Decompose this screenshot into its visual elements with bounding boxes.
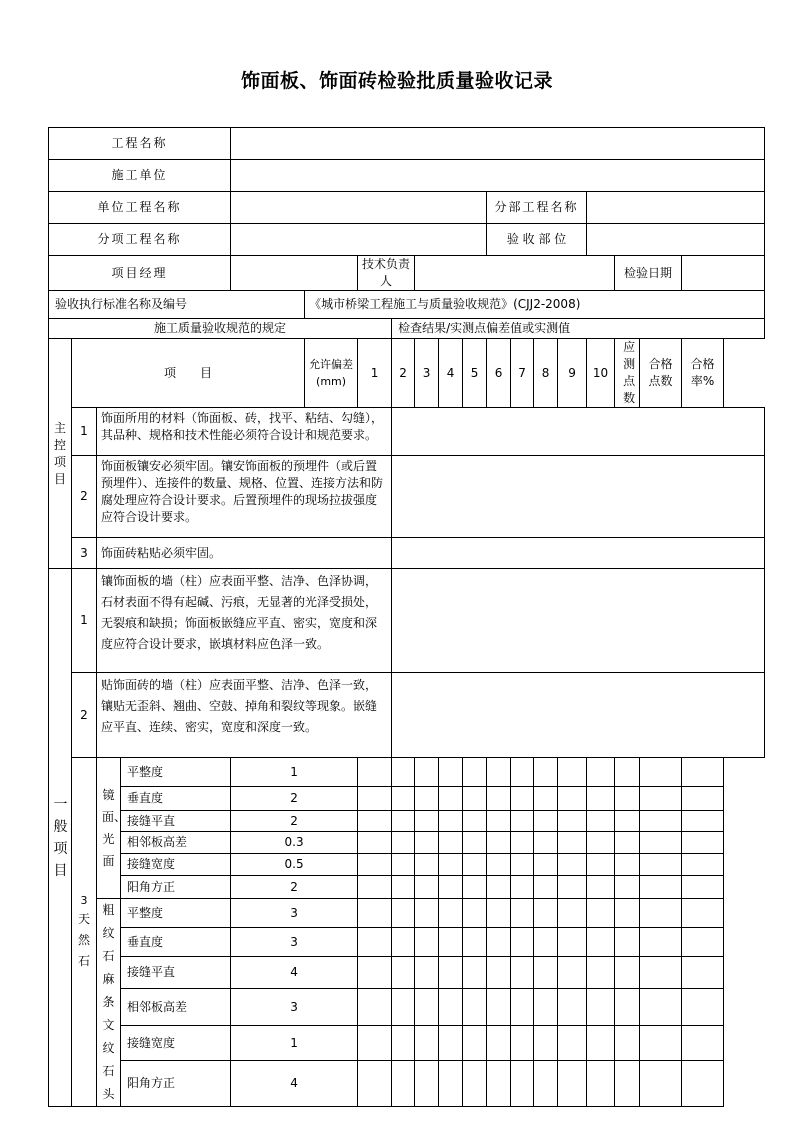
project-name-value[interactable] xyxy=(231,128,765,160)
measure-cell[interactable] xyxy=(534,758,558,787)
measure-cell[interactable] xyxy=(487,832,511,854)
measure-cell[interactable] xyxy=(358,989,392,1026)
measure-cell[interactable] xyxy=(392,928,415,956)
measure-cell[interactable] xyxy=(392,854,415,876)
point-7: 7 xyxy=(511,339,534,408)
main-item-text: 饰面砖粘贴必须牢固。 xyxy=(97,538,392,569)
measure-cell[interactable] xyxy=(487,899,511,928)
acceptance-part-value[interactable] xyxy=(587,224,765,256)
measure-cell[interactable] xyxy=(358,928,392,956)
measure-cell[interactable] xyxy=(358,1061,392,1107)
row-contractor xyxy=(49,160,765,192)
measure-cell[interactable] xyxy=(415,956,439,989)
measure-cell[interactable] xyxy=(682,899,724,928)
measure-cell[interactable] xyxy=(439,876,463,899)
measure-cell[interactable] xyxy=(587,1061,615,1107)
measure-cell[interactable] xyxy=(358,956,392,989)
measure-name: 相邻板高差 xyxy=(121,832,231,854)
measure-cell[interactable] xyxy=(439,989,463,1026)
measure-name: 垂直度 xyxy=(121,787,231,811)
measure-cell[interactable] xyxy=(463,787,487,811)
measure-cell[interactable] xyxy=(558,956,587,989)
measure-cell[interactable] xyxy=(358,854,392,876)
measure-cell[interactable] xyxy=(534,832,558,854)
general-item-row xyxy=(49,569,765,673)
measure-cell[interactable] xyxy=(392,787,415,811)
measure-cell[interactable] xyxy=(682,811,724,832)
measure-cell[interactable] xyxy=(487,989,511,1026)
main-item-row xyxy=(49,538,765,569)
measure-cell[interactable] xyxy=(640,989,682,1026)
measure-tolerance: 4 xyxy=(231,956,358,989)
unit-project-label: 单位工程名称 xyxy=(49,192,231,224)
measure-cell[interactable] xyxy=(487,758,511,787)
measure-cell[interactable] xyxy=(415,1061,439,1107)
measure-cell[interactable] xyxy=(682,1061,724,1107)
measure-row xyxy=(49,1026,765,1061)
measure-cell[interactable] xyxy=(534,989,558,1026)
measure-cell[interactable] xyxy=(463,899,487,928)
measure-cell[interactable] xyxy=(558,854,587,876)
measure-tolerance: 2 xyxy=(231,811,358,832)
point-10: 10 xyxy=(587,339,615,408)
measure-cell[interactable] xyxy=(587,854,615,876)
stone-label: 天然石 xyxy=(77,912,90,968)
measure-row xyxy=(49,928,765,956)
measure-cell[interactable] xyxy=(640,928,682,956)
general-item-result[interactable] xyxy=(392,673,765,758)
measure-cell[interactable] xyxy=(392,989,415,1026)
measure-cell[interactable] xyxy=(487,787,511,811)
measure-row xyxy=(49,854,765,876)
measure-cell[interactable] xyxy=(487,1026,511,1061)
measure-cell[interactable] xyxy=(534,811,558,832)
measure-cell[interactable] xyxy=(534,876,558,899)
measure-cell[interactable] xyxy=(615,876,640,899)
measure-cell[interactable] xyxy=(511,758,534,787)
tech-lead-value[interactable] xyxy=(415,256,615,291)
item-project-label: 分项工程名称 xyxy=(49,224,231,256)
measure-cell[interactable] xyxy=(587,1026,615,1061)
measure-row xyxy=(49,899,765,928)
measure-row xyxy=(49,989,765,1026)
measure-cell[interactable] xyxy=(511,1026,534,1061)
measure-cell[interactable] xyxy=(640,811,682,832)
measure-cell[interactable] xyxy=(463,811,487,832)
measure-cell[interactable] xyxy=(640,787,682,811)
row-item-project xyxy=(49,224,765,256)
acceptance-part-label: 验 收 部 位 xyxy=(487,224,587,256)
measure-cell[interactable] xyxy=(682,1026,724,1061)
measure-cell[interactable] xyxy=(682,956,724,989)
measure-cell[interactable] xyxy=(463,876,487,899)
measure-cell[interactable] xyxy=(587,787,615,811)
measure-cell[interactable] xyxy=(615,832,640,854)
measure-tolerance: 1 xyxy=(231,758,358,787)
measure-cell[interactable] xyxy=(392,811,415,832)
measure-cell[interactable] xyxy=(358,758,392,787)
main-item-text: 饰面板镶安必须牢固。镶安饰面板的预埋件（或后置预埋件）、连接件的数量、规格、位置、连接方法和防腐处理应符合设计要求。后置预埋件的现场拉拔强度应符合设计要求。 xyxy=(97,456,392,538)
measure-cell[interactable] xyxy=(439,787,463,811)
measure-cell[interactable] xyxy=(511,899,534,928)
main-item-result[interactable] xyxy=(392,456,765,538)
measure-cell[interactable] xyxy=(392,956,415,989)
measure-cell[interactable] xyxy=(640,876,682,899)
measure-cell[interactable] xyxy=(534,956,558,989)
measure-row xyxy=(49,832,765,854)
measure-cell[interactable] xyxy=(558,928,587,956)
measure-cell[interactable] xyxy=(511,811,534,832)
item-header: 项 目 xyxy=(72,339,305,408)
measure-cell[interactable] xyxy=(615,1026,640,1061)
item-project-value[interactable] xyxy=(231,224,487,256)
measure-row xyxy=(49,876,765,899)
measure-cell[interactable] xyxy=(615,899,640,928)
measure-cell[interactable] xyxy=(358,832,392,854)
measure-name: 平整度 xyxy=(121,758,231,787)
measure-cell[interactable] xyxy=(439,1026,463,1061)
general-item-no: 1 xyxy=(72,569,97,673)
measure-name: 接缝宽度 xyxy=(121,1026,231,1061)
measure-cell[interactable] xyxy=(415,1026,439,1061)
measure-cell[interactable] xyxy=(463,1026,487,1061)
stone-no: 3 xyxy=(80,894,88,907)
pass-points-header: 合格点数 xyxy=(640,339,682,408)
spec-header: 施工质量验收规范的规定 xyxy=(49,319,392,339)
polished-label xyxy=(97,758,127,899)
measure-cell[interactable] xyxy=(640,854,682,876)
standard-value: 《城市桥梁工程施工与质量验收规范》(CJJ2-2008) xyxy=(305,291,765,319)
measure-cell[interactable] xyxy=(640,1061,682,1107)
measure-cell[interactable] xyxy=(558,758,587,787)
measure-cell[interactable] xyxy=(615,854,640,876)
measure-cell[interactable] xyxy=(587,928,615,956)
measure-cell[interactable] xyxy=(439,758,463,787)
main-item-row xyxy=(49,408,765,456)
main-item-row xyxy=(49,456,765,538)
measure-cell[interactable] xyxy=(463,928,487,956)
measure-tolerance: 2 xyxy=(231,876,358,899)
measure-cell[interactable] xyxy=(439,1061,463,1107)
tech-lead-label: 技术负责人 xyxy=(358,256,415,291)
main-control-text: 主控项目 xyxy=(53,420,66,486)
main-item-no: 2 xyxy=(72,456,97,538)
measure-cell[interactable] xyxy=(558,811,587,832)
row-standard xyxy=(49,291,765,319)
measure-cell[interactable] xyxy=(439,832,463,854)
row-spec-header xyxy=(49,319,765,339)
measure-cell[interactable] xyxy=(682,832,724,854)
inspect-date-value[interactable] xyxy=(682,256,765,291)
measure-cell[interactable] xyxy=(463,1061,487,1107)
measure-cell[interactable] xyxy=(682,787,724,811)
measure-name: 平整度 xyxy=(121,899,231,928)
row-manager xyxy=(49,256,765,291)
point-1: 1 xyxy=(358,339,392,408)
should-check-header: 应测点数 xyxy=(615,339,640,408)
measure-tolerance: 0.5 xyxy=(231,854,358,876)
measure-tolerance: 2 xyxy=(231,787,358,811)
measure-name: 阳角方正 xyxy=(121,876,231,899)
measure-cell[interactable] xyxy=(415,876,439,899)
measure-cell[interactable] xyxy=(640,758,682,787)
measure-name: 阳角方正 xyxy=(121,1061,231,1107)
measure-cell[interactable] xyxy=(463,989,487,1026)
general-item-text: 镶饰面板的墙（柱）应表面平整、洁净、色泽协调，石材表面不得有起碱、污痕，无显著的光泽受损处，无裂痕和缺损；饰面板嵌缝应平直、密实，宽度和深度应符合设计要求，嵌填材料应色泽一致。 xyxy=(97,569,392,673)
measure-cell[interactable] xyxy=(682,876,724,899)
measure-cell[interactable] xyxy=(463,832,487,854)
measure-cell[interactable] xyxy=(415,758,439,787)
measure-cell[interactable] xyxy=(511,989,534,1026)
point-6: 6 xyxy=(487,339,511,408)
measure-cell[interactable] xyxy=(415,899,439,928)
measure-cell[interactable] xyxy=(511,854,534,876)
point-4: 4 xyxy=(439,339,463,408)
measure-cell[interactable] xyxy=(415,832,439,854)
measure-cell[interactable] xyxy=(640,832,682,854)
measure-cell[interactable] xyxy=(358,899,392,928)
document-title: 饰面板、饰面砖检验批质量验收记录 xyxy=(240,70,553,92)
measure-name: 接缝平直 xyxy=(121,956,231,989)
measure-cell[interactable] xyxy=(587,811,615,832)
measure-cell[interactable] xyxy=(439,854,463,876)
point-2: 2 xyxy=(392,339,415,408)
measure-cell[interactable] xyxy=(358,787,392,811)
tolerance-header: 允许偏差(mm) xyxy=(305,339,358,408)
measure-name: 接缝平直 xyxy=(121,811,231,832)
stone-group xyxy=(72,758,97,1107)
measure-cell[interactable] xyxy=(358,1026,392,1061)
measure-cell[interactable] xyxy=(558,899,587,928)
measure-cell[interactable] xyxy=(558,787,587,811)
measure-cell[interactable] xyxy=(640,899,682,928)
measure-cell[interactable] xyxy=(534,928,558,956)
measure-cell[interactable] xyxy=(487,956,511,989)
contractor-label: 施工单位 xyxy=(49,160,231,192)
measure-cell[interactable] xyxy=(415,787,439,811)
measure-cell[interactable] xyxy=(439,928,463,956)
row-unit-project xyxy=(49,192,765,224)
measure-cell[interactable] xyxy=(487,1061,511,1107)
measure-cell[interactable] xyxy=(511,832,534,854)
measure-cell[interactable] xyxy=(558,1061,587,1107)
measure-cell[interactable] xyxy=(640,1026,682,1061)
general-label xyxy=(49,569,72,1107)
measure-cell[interactable] xyxy=(392,758,415,787)
measure-cell[interactable] xyxy=(392,832,415,854)
measure-cell[interactable] xyxy=(587,876,615,899)
measure-cell[interactable] xyxy=(640,956,682,989)
point-5: 5 xyxy=(463,339,487,408)
inspection-form-table xyxy=(48,127,765,1107)
measure-row xyxy=(49,758,765,787)
measure-cell[interactable] xyxy=(392,899,415,928)
measure-tolerance: 0.3 xyxy=(231,832,358,854)
contractor-value[interactable] xyxy=(231,160,765,192)
main-item-result[interactable] xyxy=(392,538,765,569)
measure-cell[interactable] xyxy=(682,989,724,1026)
measure-cell[interactable] xyxy=(392,1061,415,1107)
measure-name: 相邻板高差 xyxy=(121,989,231,1026)
measure-cell[interactable] xyxy=(558,1026,587,1061)
measure-cell[interactable] xyxy=(392,876,415,899)
measure-cell[interactable] xyxy=(558,989,587,1026)
measure-cell[interactable] xyxy=(415,811,439,832)
manager-label: 项目经理 xyxy=(49,256,231,291)
measure-tolerance: 3 xyxy=(231,899,358,928)
measure-cell[interactable] xyxy=(511,876,534,899)
measure-cell[interactable] xyxy=(439,811,463,832)
manager-value[interactable] xyxy=(231,256,358,291)
measure-cell[interactable] xyxy=(534,854,558,876)
measure-cell[interactable] xyxy=(439,899,463,928)
measure-tolerance: 3 xyxy=(231,989,358,1026)
point-3: 3 xyxy=(415,339,439,408)
project-name-label: 工程名称 xyxy=(49,128,231,160)
measure-name: 垂直度 xyxy=(121,928,231,956)
measure-cell[interactable] xyxy=(615,928,640,956)
measure-cell[interactable] xyxy=(615,989,640,1026)
measure-cell[interactable] xyxy=(358,876,392,899)
measure-tolerance: 3 xyxy=(231,928,358,956)
measure-cell[interactable] xyxy=(511,928,534,956)
measure-cell[interactable] xyxy=(511,1061,534,1107)
measure-cell[interactable] xyxy=(415,854,439,876)
unit-project-value[interactable] xyxy=(231,192,487,224)
main-item-text: 饰面所用的材料（饰面板、砖，找平、粘结、勾缝），其品种、规格和技术性能必须符合设计和规范要求。 xyxy=(97,408,392,456)
point-8: 8 xyxy=(534,339,558,408)
results-header: 检查结果/实测点偏差值或实测值 xyxy=(392,319,765,339)
main-item-no: 3 xyxy=(72,538,97,569)
measure-cell[interactable] xyxy=(587,899,615,928)
main-control-label xyxy=(49,339,72,569)
measure-cell[interactable] xyxy=(463,758,487,787)
measure-row xyxy=(49,1061,765,1107)
measure-cell[interactable] xyxy=(534,787,558,811)
measure-cell[interactable] xyxy=(392,1026,415,1061)
measure-cell[interactable] xyxy=(558,876,587,899)
general-item-result[interactable] xyxy=(392,569,765,673)
measure-cell[interactable] xyxy=(487,928,511,956)
pass-rate-header: 合格率% xyxy=(682,339,724,408)
measure-cell[interactable] xyxy=(587,989,615,1026)
measure-cell[interactable] xyxy=(463,854,487,876)
measure-cell[interactable] xyxy=(587,956,615,989)
point-9: 9 xyxy=(558,339,587,408)
general-item-row xyxy=(49,673,765,758)
measure-cell[interactable] xyxy=(487,811,511,832)
measure-cell[interactable] xyxy=(534,1061,558,1107)
measure-cell[interactable] xyxy=(682,854,724,876)
polished-text: 镜面、光面 xyxy=(102,788,127,868)
measure-cell[interactable] xyxy=(558,832,587,854)
rough-text: 粗纹石麻条文纹石头 xyxy=(102,903,115,1101)
measure-cell[interactable] xyxy=(439,956,463,989)
measure-cell[interactable] xyxy=(615,1061,640,1107)
standard-label: 验收执行标准名称及编号 xyxy=(49,291,305,319)
measure-cell[interactable] xyxy=(415,989,439,1026)
general-item-no: 2 xyxy=(72,673,97,758)
rough-label xyxy=(97,899,121,1107)
measure-cell[interactable] xyxy=(615,758,640,787)
general-item-text: 贴饰面砖的墙（柱）应表面平整、洁净、色泽一致，镶贴无歪斜、翘曲、空鼓、掉角和裂纹等现象。嵌缝应平直、连续、密实，宽度和深度一致。 xyxy=(97,673,392,758)
measure-row xyxy=(49,787,765,811)
measure-cell[interactable] xyxy=(615,811,640,832)
subsection-label: 分部工程名称 xyxy=(487,192,587,224)
measure-cell[interactable] xyxy=(682,928,724,956)
inspect-date-label: 检验日期 xyxy=(615,256,682,291)
measure-cell[interactable] xyxy=(587,758,615,787)
measure-row xyxy=(49,811,765,832)
measure-cell[interactable] xyxy=(511,787,534,811)
subsection-value[interactable] xyxy=(587,192,765,224)
measure-cell[interactable] xyxy=(511,956,534,989)
measure-cell[interactable] xyxy=(534,1026,558,1061)
measure-row xyxy=(49,956,765,989)
measure-cell[interactable] xyxy=(615,956,640,989)
main-item-result[interactable] xyxy=(392,408,765,456)
measure-tolerance: 4 xyxy=(231,1061,358,1107)
measure-tolerance: 1 xyxy=(231,1026,358,1061)
measure-cell[interactable] xyxy=(534,899,558,928)
measure-cell[interactable] xyxy=(463,956,487,989)
measure-cell[interactable] xyxy=(615,787,640,811)
row-column-headers xyxy=(49,339,765,408)
measure-name: 接缝宽度 xyxy=(121,854,231,876)
general-text: 一般项目 xyxy=(53,796,68,879)
row-project-name xyxy=(49,128,765,160)
measure-cell[interactable] xyxy=(487,876,511,899)
measure-cell[interactable] xyxy=(487,854,511,876)
measure-cell[interactable] xyxy=(358,811,392,832)
main-item-no: 1 xyxy=(72,408,97,456)
measure-cell[interactable] xyxy=(682,758,724,787)
measure-cell[interactable] xyxy=(587,832,615,854)
measure-cell[interactable] xyxy=(415,928,439,956)
